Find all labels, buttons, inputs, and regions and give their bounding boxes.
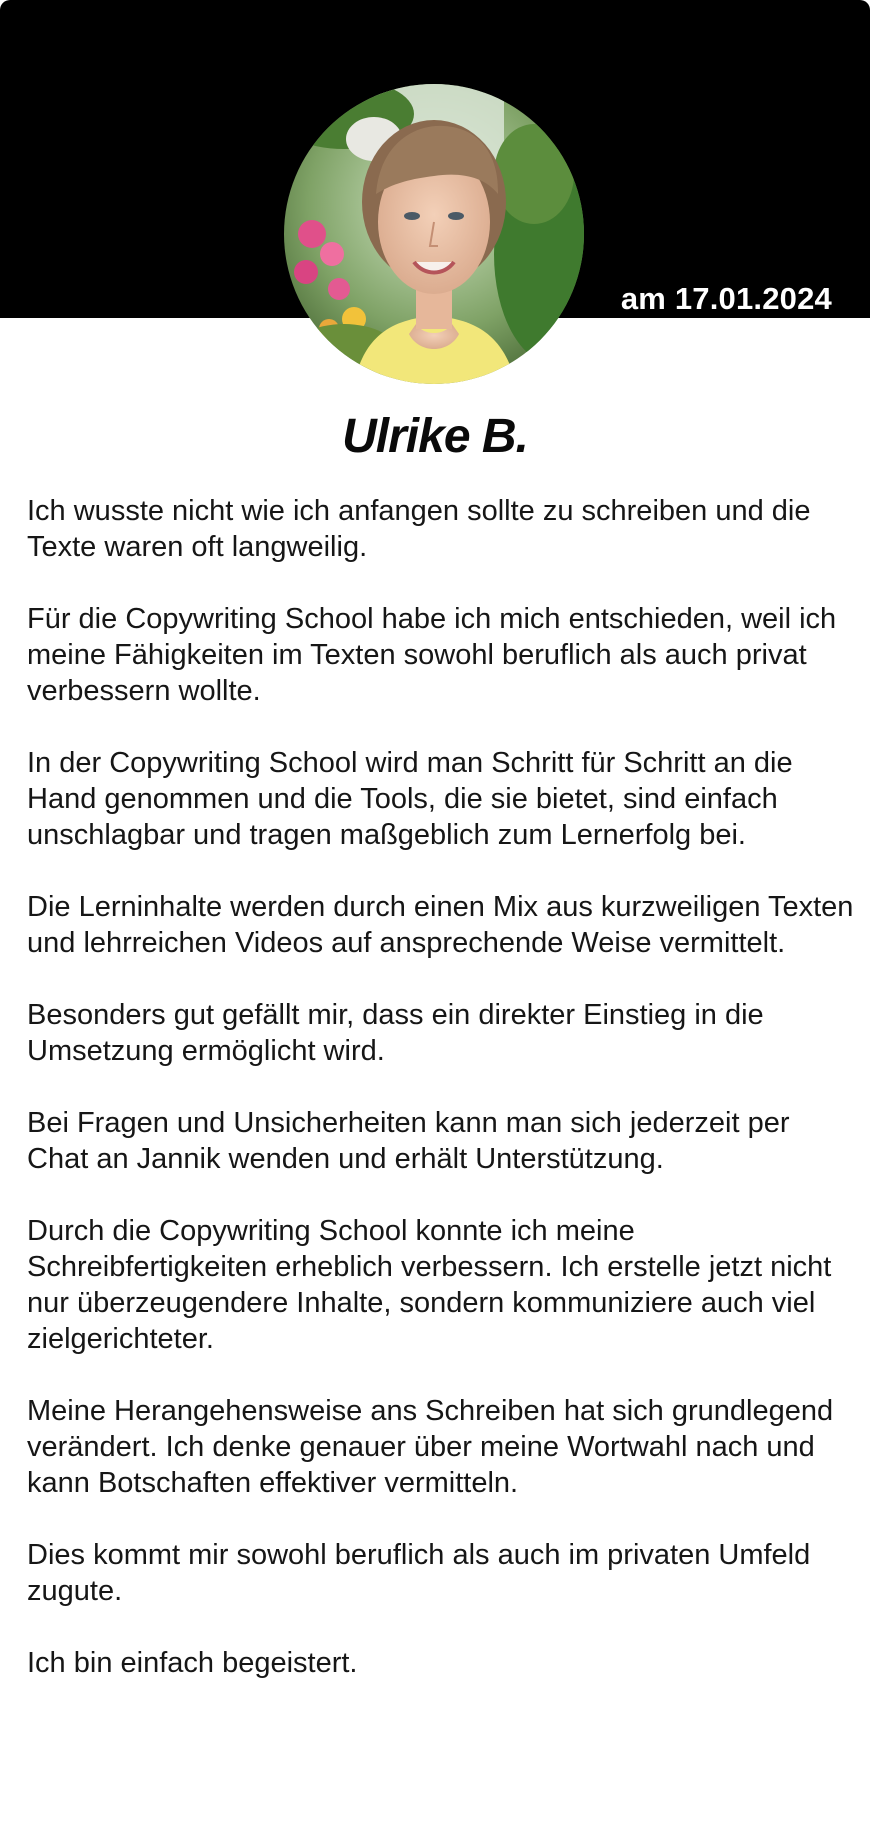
author-name: Ulrike B. (342, 410, 528, 463)
avatar (284, 84, 584, 384)
review-date: am 17.01.2024 (620, 281, 832, 316)
review-paragraph: In der Copywriting School wird man Schritt für Schritt an die Hand genommen und die Tools, die sie bietet, sind einfach unschlagbar und tragen maßgeblich zum Lernerfolg bei. (27, 747, 793, 851)
review-paragraph: Die Lerninhalte werden durch einen Mix aus kurzweiligen Texten und lehrreichen Videos auf ansprechende Weise vermittelt. (27, 891, 854, 959)
review-paragraph: Ich bin einfach begeistert. (27, 1647, 358, 1679)
review-paragraph: Für die Copywriting School habe ich mich entschieden, weil ich meine Fähigkeiten im Texten sowohl beruflich als auch privat verbessern wollte. (27, 603, 837, 707)
review-paragraph: Durch die Copywriting School konnte ich meine Schreibfertigkeiten erheblich verbessern. Ich erstelle jetzt nicht nur überzeugendere Inhalte, sondern kommuniziere auch viel zielgerichteter. (27, 1215, 832, 1355)
review-text (27, 493, 857, 1717)
review-paragraph: Besonders gut gefällt mir, dass ein direkter Einstieg in die Umsetzung ermöglicht wird. (27, 999, 764, 1067)
review-paragraph: Ich wusste nicht wie ich anfangen sollte zu schreiben und die Texte waren oft langweilig. (27, 495, 811, 563)
review-paragraph: Meine Herangehensweise ans Schreiben hat sich grundlegend verändert. Ich denke genauer über meine Wortwahl nach und kann Botschaften effektiver vermitteln. (27, 1395, 834, 1499)
avatar-photo (284, 84, 584, 384)
review-paragraph: Dies kommt mir sowohl beruflich als auch im privaten Umfeld zugute. (27, 1539, 811, 1607)
review-paragraph: Bei Fragen und Unsicherheiten kann man sich jederzeit per Chat an Jannik wenden und erhält Unterstützung. (27, 1107, 790, 1175)
